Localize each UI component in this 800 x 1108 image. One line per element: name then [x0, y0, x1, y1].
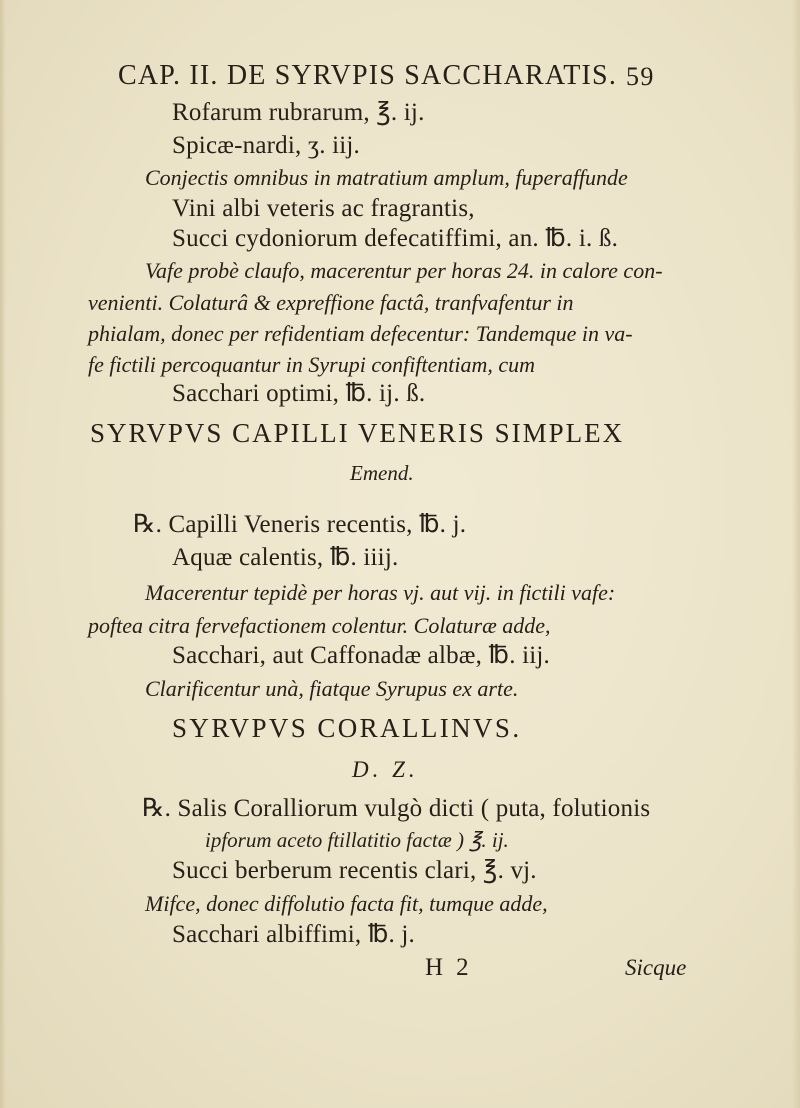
- text-line: Rofarum rubrarum, ℥. ij.: [172, 99, 425, 126]
- text-line: phialam, donec per refidentiam defecentur: Tandemque in va-: [88, 321, 633, 346]
- text-line: venienti. Colaturâ & expreffione factâ, tranfvafentur in: [88, 290, 574, 315]
- text-line: Sacchari albiffimi, ℔. j.: [172, 921, 415, 948]
- text-line: Spicæ-nardi, ʒ. iij.: [172, 132, 360, 159]
- text-line: Clarificentur unà, fiatque Syrupus ex arte.: [145, 676, 519, 701]
- text-line: Succi cydoniorum defecatiffimi, an. ℔. i. ß.: [172, 225, 619, 252]
- section-title: SYRVPVS CORALLINVS.: [172, 713, 522, 743]
- section-subtitle: Emend.: [350, 461, 414, 485]
- text-line: Macerentur tepidè per horas vj. aut vij. in fictili vafe:: [145, 580, 616, 605]
- section-title: SYRVPVS CAPILLI VENERIS SIMPLEX: [90, 418, 625, 448]
- text-line: Sacchari optimi, ℔. ij. ß.: [172, 380, 426, 407]
- section-subtitle: D. Z.: [352, 757, 419, 782]
- running-title: CAP. II. DE SYRVPIS SACCHARATIS.: [118, 60, 618, 91]
- text-line: ipforum aceto ftillatitio factæ ) ℥. ij.: [205, 828, 509, 852]
- page-edge-left: [0, 0, 6, 1108]
- page-edge-right: [792, 0, 800, 1108]
- text-line: Conjectis omnibus in matratium amplum, fuperaffunde: [145, 165, 628, 190]
- text-line: Sacchari, aut Caffonadæ albæ, ℔. iij.: [172, 642, 550, 669]
- catchword: Sicque: [625, 955, 687, 980]
- text-line: Vini albi veteris ac fragrantis,: [172, 195, 475, 222]
- text-line: Aquæ calentis, ℔. iiij.: [172, 544, 399, 571]
- text-line: ℞. Capilli Veneris recentis, ℔. j.: [133, 511, 467, 538]
- text-line: Vafe probè claufo, macerentur per horas 24. in calore con-: [145, 258, 663, 283]
- text-line: Succi berberum recentis clari, ℥. vj.: [172, 857, 537, 884]
- signature-mark: H 2: [425, 954, 469, 981]
- text-line: Mifce, donec diffolutio facta fit, tumque adde,: [145, 891, 548, 916]
- text-line: fe fictili percoquantur in Syrupi confiftentiam, cum: [88, 352, 536, 377]
- page-number: 59: [626, 62, 655, 91]
- text-line: ℞. Salis Coralliorum vulgò dicti ( puta, folutionis: [142, 795, 651, 822]
- text-line: poftea citra fervefactionem colentur. Colaturæ adde,: [88, 613, 551, 638]
